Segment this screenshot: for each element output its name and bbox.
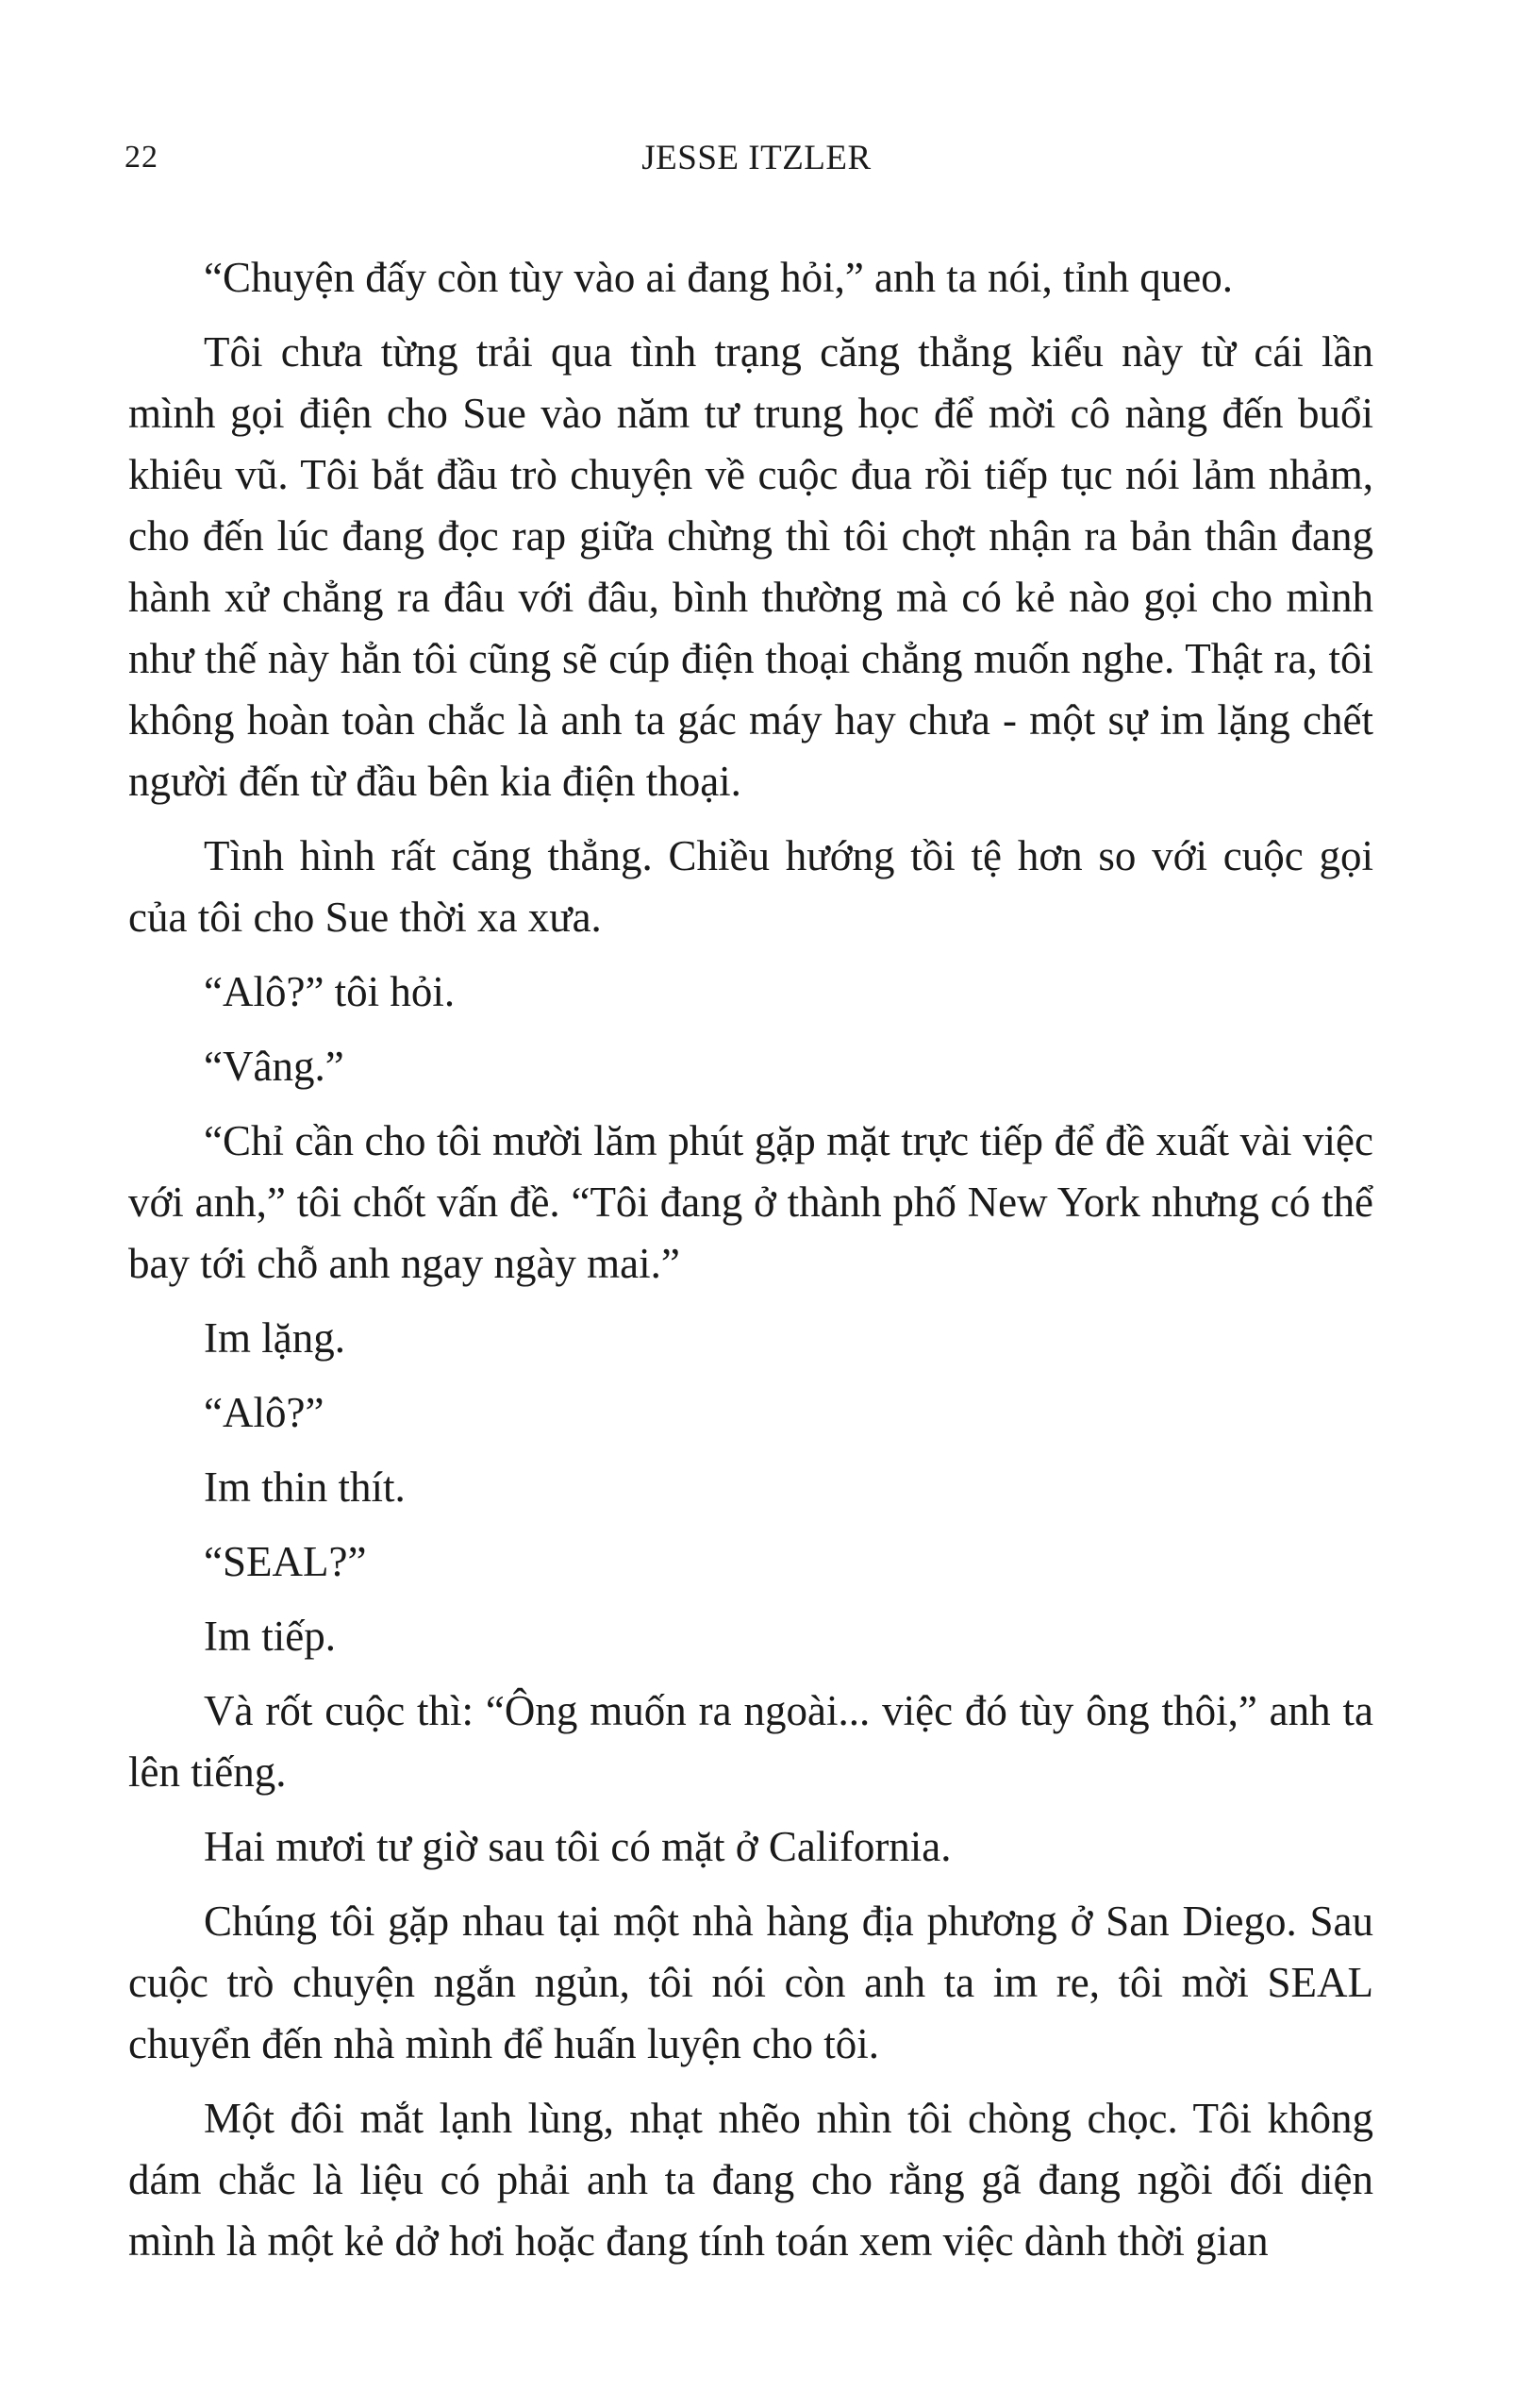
paragraph: Chúng tôi gặp nhau tại một nhà hàng địa phương ở San Diego. Sau cuộc trò chuyện ngắn ngủn, tôi nói còn anh ta im re, tôi mời SEAL chuyển đến nhà mình để huấn luyện cho tôi. [128, 1898, 1373, 2067]
paragraph: “Chỉ cần cho tôi mười lăm phút gặp mặt trực tiếp để đề xuất vài việc với anh,” tôi chốt vấn đề. “Tôi đang ở thành phố New York nhưng có thể bay tới chỗ anh ngay ngày mai.” [128, 1117, 1373, 1287]
paragraph: Tình hình rất căng thẳng. Chiều hướng tồi tệ hơn so với cuộc gọi của tôi cho Sue thời xa xưa. [128, 832, 1373, 941]
paragraph: “SEAL?” [204, 1538, 367, 1585]
paragraph: “Alô?” tôi hỏi. [204, 968, 456, 1015]
paragraph: Im tiếp. [204, 1613, 336, 1660]
running-header-title: JESSE ITZLER [641, 139, 872, 177]
paragraph: “Vâng.” [204, 1043, 344, 1090]
paragraph: Hai mươi tư giờ sau tôi có mặt ở California. [204, 1823, 952, 1870]
paragraph: Một đôi mắt lạnh lùng, nhạt nhẽo nhìn tôi chòng chọc. Tôi không dám chắc là liệu có phải anh ta đang cho rằng gã đang ngồi đối diện mình là một kẻ dở hơi hoặc đang tính toán xem việc dành thời gian [128, 2095, 1373, 2265]
page-number: 22 [125, 140, 158, 175]
paragraph: Và rốt cuộc thì: “Ông muốn ra ngoài... việc đó tùy ông thôi,” anh ta lên tiếng. [128, 1687, 1373, 1796]
paragraph: Im thin thít. [204, 1463, 406, 1511]
paragraph: “Alô?” [204, 1389, 324, 1436]
body-text [128, 247, 1373, 2272]
paragraph: Tôi chưa từng trải qua tình trạng căng thẳng kiểu này từ cái lần mình gọi điện cho Sue vào năm tư trung học để mời cô nàng đến buổi khiêu vũ. Tôi bắt đầu trò chuyện về cuộc đua rồi tiếp tục nói lảm nhảm, cho đến lúc đang đọc rap giữa chừng thì tôi chợt nhận ra bản thân đang hành xử chẳng ra đâu với đâu, bình thường mà có kẻ nào gọi cho mình như thế này hẳn tôi cũng sẽ cúp điện thoại chẳng muốn nghe. Thật ra, tôi không hoàn toàn chắc là anh ta gác máy hay chưa - một sự im lặng chết người đến từ đầu bên kia điện thoại. [128, 328, 1373, 805]
paragraph: “Chuyện đấy còn tùy vào ai đang hỏi,” anh ta nói, tỉnh queo. [204, 254, 1233, 301]
paragraph: Im lặng. [204, 1314, 345, 1362]
